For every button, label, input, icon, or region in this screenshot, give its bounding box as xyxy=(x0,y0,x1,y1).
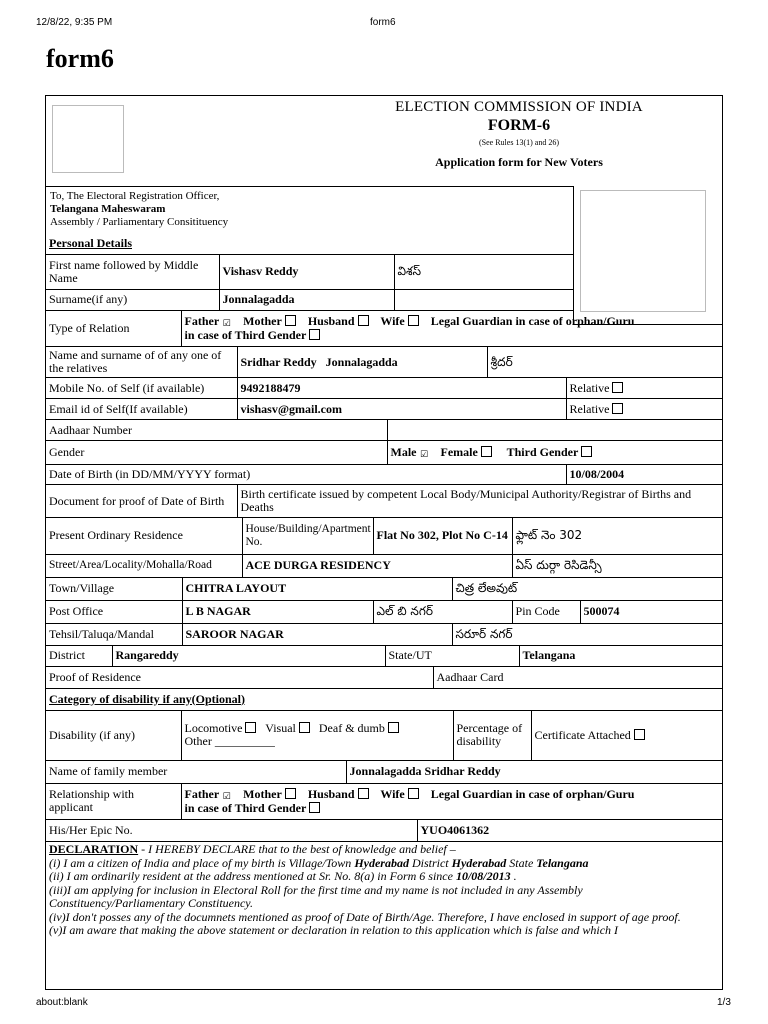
third-gender-checkbox[interactable] xyxy=(581,446,592,457)
husband-checkbox[interactable] xyxy=(358,315,369,326)
declaration-block: DECLARATION - I HEREBY DECLARE that to the best of knowledge and belief – (i) I am a citizen of India and place of my birth is Village/Town Hyderabad District Hyderabad State Telangana (ii) I am ordinarily resident at the address mentioned at Sr. No. 8(a) in Form 6 since 10/08/2013 . (iii)I am applying for inclusion in Electoral Roll for the first time and my name is not included in any Assembly Constituency/Parliamentary Constituency. (iv)I don't posses any of the documnets mentioned as proof of Date of Birth/Age. Therefore, I have enclosed in support of age proof. (v)I am aware that making the above statement or declaration in relation to this application which is false and which I xyxy=(49,842,681,937)
form-header xyxy=(46,96,722,186)
org-title: ELECTION COMMISSION OF INDIA xyxy=(395,99,643,115)
surname-telugu-field[interactable] xyxy=(394,289,573,310)
certificate-checkbox[interactable] xyxy=(634,729,645,740)
form-title: FORM-6 xyxy=(487,117,551,134)
disability-table: Disability (if any) Locomotive Visual Deaf & dumb Other __________ Percentage of disability Certificate Attached xyxy=(46,711,723,762)
relation-options: Father ☑ Mother Husband Wife Legal Guardian in case of orphan/Guru in case of Third Gender xyxy=(181,311,723,347)
mobile-relative-option: Relative xyxy=(566,378,723,399)
family-wife-checkbox[interactable] xyxy=(408,788,419,799)
first-name-telugu-field[interactable]: విశస్ xyxy=(394,254,573,289)
certificate-option: Certificate Attached xyxy=(531,711,723,761)
tehsil-field[interactable]: SAROOR NAGAR xyxy=(182,623,452,645)
rules-note: (See Rules 13(1) and 26) xyxy=(479,138,559,147)
visual-checkbox[interactable] xyxy=(299,722,310,733)
deaf-dumb-checkbox[interactable] xyxy=(388,722,399,733)
email-field[interactable]: vishasv@gmail.com xyxy=(237,399,566,420)
family-table: Name of family member Jonnalagadda Sridhar Reddy Relationship with applicant Father ☑ Mother Husband Wife Legal Guardian in case of orphan/Guru in case of Third Gender xyxy=(46,761,723,820)
page-title: form6 xyxy=(46,44,114,73)
house-field[interactable]: Flat No 302, Plot No C-14 xyxy=(373,518,512,554)
state-field[interactable]: Telangana xyxy=(519,646,723,667)
form-subtitle: Application form for New Voters xyxy=(435,155,603,169)
tehsil-telugu-field[interactable]: సరూర్ నగర్ xyxy=(452,623,723,645)
wife-checkbox[interactable] xyxy=(408,315,419,326)
third-gender-relation-checkbox[interactable] xyxy=(309,329,320,340)
epic-number-field[interactable]: YUO4061362 xyxy=(417,820,723,842)
section-disability: Category of disability if any(Optional) xyxy=(46,688,723,710)
other-disability-field[interactable]: Other __________ xyxy=(184,734,275,749)
photo-box-right xyxy=(573,186,723,325)
aadhaar-field[interactable] xyxy=(387,420,723,441)
proof-table: Proof of Residence Aadhaar Card Category of disability if any(Optional) xyxy=(46,667,723,711)
family-husband-checkbox[interactable] xyxy=(358,788,369,799)
locomotive-checkbox[interactable] xyxy=(245,722,256,733)
address-table: Present Ordinary Residence House/Building/Apartment No. Flat No 302, Plot No C-14 ఫ్లాట్ నెం 302 Street/Area/Locality/Mohalla/Road ACE DURGA RESIDENCY ఏస్ దుర్గా రెసిడెన్సీ Town/Village CHITRA LAYOUT చిత్ర లేఅవుట్ Post Office L B NAGAR ఎల్ బి నగర్ Pin Code 500074 Tehsil/Taluqa/Mandal SAROOR NAGAR సరూర్ నగర్ xyxy=(46,518,723,646)
post-office-telugu-field[interactable]: ఎల్ బి నగర్ xyxy=(373,600,512,623)
family-mother-checkbox[interactable] xyxy=(285,788,296,799)
proof-of-residence-field[interactable]: Aadhaar Card xyxy=(433,667,723,688)
email-relative-checkbox[interactable] xyxy=(612,403,623,414)
email-relative-option: Relative xyxy=(566,399,723,420)
house-telugu-field[interactable]: ఫ్లాట్ నెం 302 xyxy=(512,518,723,554)
mother-checkbox[interactable] xyxy=(285,315,296,326)
form6-sheet xyxy=(45,95,723,990)
epic-table: His/Her Epic No. YUO4061362 xyxy=(46,820,723,843)
mobile-field[interactable]: 9492188479 xyxy=(237,378,566,399)
street-telugu-field[interactable]: ఏస్ దుర్గా రెసిడెన్సీ xyxy=(512,554,723,577)
footer-url: about:blank xyxy=(36,997,88,1008)
disability-options: Locomotive Visual Deaf & dumb Other __________ xyxy=(181,711,453,761)
personal-top-table: Personal Details First name followed by Middle Name Vishasv Reddy విశస్ Surname(if any) Jonnalagadda xyxy=(46,233,573,311)
district-table: District Rangareddy State/UT Telangana xyxy=(46,646,723,668)
family-member-field[interactable]: Jonnalagadda Sridhar Reddy xyxy=(346,761,723,783)
dob-field[interactable]: 10/08/2004 xyxy=(566,465,723,485)
gender-options: Male ☑ Female Third Gender xyxy=(387,441,723,465)
family-father-checkbox[interactable]: ☑ xyxy=(222,791,231,802)
section-personal-details: Personal Details xyxy=(46,233,573,254)
surname-field[interactable]: Jonnalagadda xyxy=(219,289,394,310)
family-third-gender-checkbox[interactable] xyxy=(309,802,320,813)
district-field[interactable]: Rangareddy xyxy=(112,646,385,667)
male-checkbox[interactable]: ☑ xyxy=(419,449,429,460)
page-count: 1/3 xyxy=(717,997,731,1008)
family-relation-options: Father ☑ Mother Husband Wife Legal Guardian in case of orphan/Guru in case of Third Gender xyxy=(181,783,723,819)
street-field[interactable]: ACE DURGA RESIDENCY xyxy=(242,554,512,577)
browser-datetime: 12/8/22, 9:35 PM xyxy=(36,17,113,28)
first-name-field[interactable]: Vishasv Reddy xyxy=(219,254,394,289)
dob-document-field[interactable]: Birth certificate issued by competent Local Body/Municipal Authority/Registrar of Births and Deaths xyxy=(237,485,723,518)
browser-tab-title: form6 xyxy=(370,17,396,28)
personal-table: Type of Relation Father ☑ Mother Husband Wife Legal Guardian in case of orphan/Guru in case of Third Gender Name and surname of of any one of the relatives Sridhar Reddy Jonnalagadda శ్రీదర్ Mobile No. of Self (if available) 9492188479 Relative Email id of Self(If available) vishasv@gmail.com Relative Aadhaar Number Gender Male ☑ Female Third Gender Date of Birth (in DD/MM/YYYY format) 10/08/2004 Document for proof of Date of Birth Birth certificate issued by competent Local Body/Municipal Authority/Registrar of Births and Deaths xyxy=(46,311,723,519)
female-checkbox[interactable] xyxy=(481,446,492,457)
relative-name-field[interactable]: Sridhar Reddy Jonnalagadda xyxy=(237,347,487,378)
relative-name-telugu-field[interactable]: శ్రీదర్ xyxy=(487,347,723,378)
town-telugu-field[interactable]: చిత్ర లేఅవుట్ xyxy=(452,577,723,600)
mobile-relative-checkbox[interactable] xyxy=(612,382,623,393)
town-field[interactable]: CHITRA LAYOUT xyxy=(182,577,452,600)
pin-code-field[interactable]: 500074 xyxy=(580,600,723,623)
father-checkbox[interactable]: ☑ xyxy=(222,318,231,329)
addressee-block: To, The Electoral Registration Officer, Telangana Maheswaram Assembly / Parliamentary Consitituency xyxy=(46,186,573,233)
post-office-field[interactable]: L B NAGAR xyxy=(182,600,373,623)
